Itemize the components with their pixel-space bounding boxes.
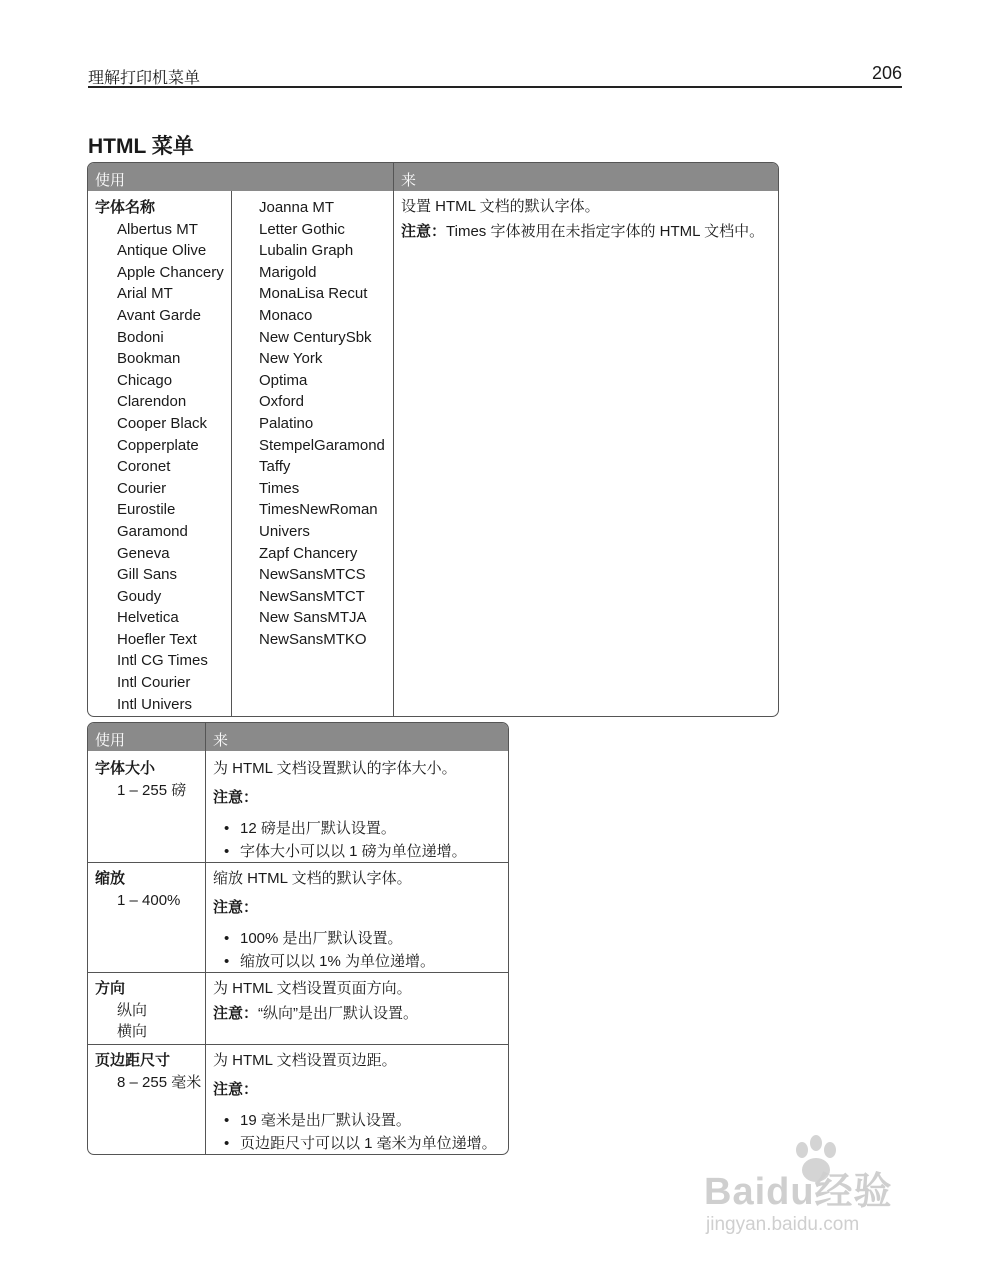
- bullet-item: • 缩放可以以 1% 为单位递增。: [213, 950, 503, 973]
- watermark-brand: Baidu经验: [704, 1171, 893, 1213]
- col-header-to: 来: [401, 172, 417, 189]
- font-option: Monaco: [259, 306, 313, 324]
- font-option: New CenturySbk: [259, 328, 372, 346]
- font-option: MonaLisa Recut: [259, 285, 368, 303]
- page-header: [88, 62, 902, 88]
- font-option: NewSansMTKO: [259, 630, 367, 648]
- font-list-2-cell: [259, 197, 385, 650]
- setting-option: 纵向: [117, 1001, 148, 1019]
- font-option: New SansMTJA: [259, 609, 367, 627]
- note: [401, 221, 771, 243]
- setting-option: 横向: [117, 1023, 148, 1041]
- setting-name: 字体名称: [95, 199, 156, 216]
- bullet-item: • 19 毫米是出厂默认设置。: [213, 1109, 503, 1132]
- font-option: Coronet: [117, 458, 171, 476]
- note: [213, 1003, 503, 1025]
- note-label: 注意：: [213, 1005, 259, 1022]
- bullet-item: • 12 磅是出厂默认设置。: [213, 817, 503, 840]
- font-list-2: [259, 197, 385, 650]
- description-text: 缩放 HTML 文档的默认字体。: [213, 870, 412, 887]
- col-header-use: 使用: [95, 732, 126, 749]
- setting-name: 缩放: [95, 870, 126, 887]
- font-option: TimesNewRoman: [259, 501, 378, 519]
- font-list-divider: [231, 191, 232, 716]
- font-name-description: [401, 197, 771, 243]
- font-option: Avant Garde: [117, 306, 201, 324]
- column-divider: [393, 163, 394, 716]
- watermark-url: jingyan.baidu.com: [706, 1214, 860, 1235]
- orientation-description: [213, 979, 503, 1025]
- font-option: Bookman: [117, 350, 181, 368]
- font-option: Antique Olive: [117, 242, 207, 260]
- bullet-item: • 页边距尺寸可以以 1 毫米为单位递增。: [213, 1132, 503, 1155]
- font-option: Gill Sans: [117, 566, 178, 584]
- bullet-item: • 100% 是出厂默认设置。: [213, 927, 503, 950]
- table-header: [88, 163, 778, 191]
- table-row-orientation: [95, 978, 147, 1043]
- font-option: Geneva: [117, 544, 170, 562]
- font-option: Apple Chancery: [117, 263, 224, 281]
- description-text: 为 HTML 文档设置页面方向。: [213, 980, 412, 997]
- col-header-to: 来: [213, 732, 229, 749]
- setting-name: 方向: [95, 980, 126, 997]
- row-divider: [88, 1044, 508, 1045]
- font-option: Albertus MT: [117, 220, 198, 238]
- page-number: 206: [871, 63, 902, 83]
- font-option: Zapf Chancery: [259, 544, 358, 562]
- font-option: Marigold: [259, 263, 317, 281]
- table-row-margin-size: [95, 1050, 201, 1093]
- font-option: NewSansMTCT: [259, 587, 365, 605]
- font-option: Goudy: [117, 587, 162, 605]
- font-option: Chicago: [117, 371, 173, 389]
- font-option: Garamond: [117, 522, 188, 540]
- font-size-description: [213, 759, 503, 863]
- font-option: Arial MT: [117, 285, 173, 303]
- font-option: New York: [259, 350, 323, 368]
- setting-range: 1 – 400%: [117, 891, 181, 909]
- font-option: NewSansMTCS: [259, 566, 366, 584]
- note-bullets: [213, 927, 503, 973]
- font-option: Intl Univers: [117, 695, 193, 713]
- note-label: 注意：: [401, 223, 447, 240]
- description-text: 为 HTML 文档设置页边距。: [213, 1052, 397, 1069]
- font-option: Letter Gothic: [259, 220, 345, 238]
- table-header: [88, 723, 508, 751]
- font-list-1: [95, 219, 224, 716]
- font-option: Clarendon: [117, 393, 187, 411]
- note-text: “纵向”是出厂默认设置。: [258, 1005, 419, 1022]
- font-option: Joanna MT: [259, 199, 335, 216]
- table-row-scale: [95, 868, 180, 911]
- bullet-item: • 字体大小可以以 1 磅为单位递增。: [213, 840, 503, 863]
- note-text: Times 字体被用在未指定字体的 HTML 文档中。: [446, 223, 765, 240]
- font-name-table: [87, 162, 779, 717]
- setting-name: 字体大小: [95, 760, 156, 777]
- note-label: 注意：: [213, 789, 259, 806]
- font-option: Univers: [259, 522, 310, 540]
- font-option: Hoefler Text: [117, 630, 197, 648]
- html-settings-table: [87, 722, 509, 1155]
- description-text: 设置 HTML 文档的默认字体。: [401, 198, 600, 215]
- font-option: Cooper Black: [117, 414, 208, 432]
- baidu-watermark: [700, 1122, 940, 1252]
- note-label: 注意：: [213, 1081, 259, 1098]
- header-title: 理解打印机菜单: [88, 70, 201, 87]
- margin-size-description: [213, 1051, 503, 1155]
- col-header-use: 使用: [95, 172, 126, 189]
- font-option: StempelGaramond: [259, 436, 385, 454]
- font-option: Palatino: [259, 414, 314, 432]
- setting-range: 8 – 255 毫米: [117, 1073, 202, 1091]
- font-option: Oxford: [259, 393, 305, 411]
- font-name-cell: [95, 197, 224, 715]
- font-option: Copperplate: [117, 436, 199, 454]
- font-option: Optima: [259, 371, 308, 389]
- font-option: Bodoni: [117, 328, 164, 346]
- description-text: 为 HTML 文档设置默认的字体大小。: [213, 760, 457, 777]
- note-bullets: [213, 1109, 503, 1155]
- font-option: Intl Courier: [117, 674, 191, 692]
- font-option: Intl CG Times: [117, 652, 208, 670]
- table-row-font-size: [95, 758, 186, 801]
- note-bullets: [213, 817, 503, 863]
- section-title: HTML 菜单: [88, 135, 194, 158]
- font-option: Courier: [117, 479, 167, 497]
- font-option: Eurostile: [117, 501, 176, 519]
- note-label: 注意：: [213, 899, 259, 916]
- font-option: Taffy: [259, 458, 291, 476]
- setting-name: 页边距尺寸: [95, 1052, 171, 1069]
- font-option: Helvetica: [117, 609, 179, 627]
- scale-description: [213, 869, 503, 973]
- font-option: Times: [259, 479, 300, 497]
- column-divider: [205, 723, 206, 1154]
- setting-range: 1 – 255 磅: [117, 781, 187, 799]
- font-option: Lubalin Graph: [259, 242, 354, 260]
